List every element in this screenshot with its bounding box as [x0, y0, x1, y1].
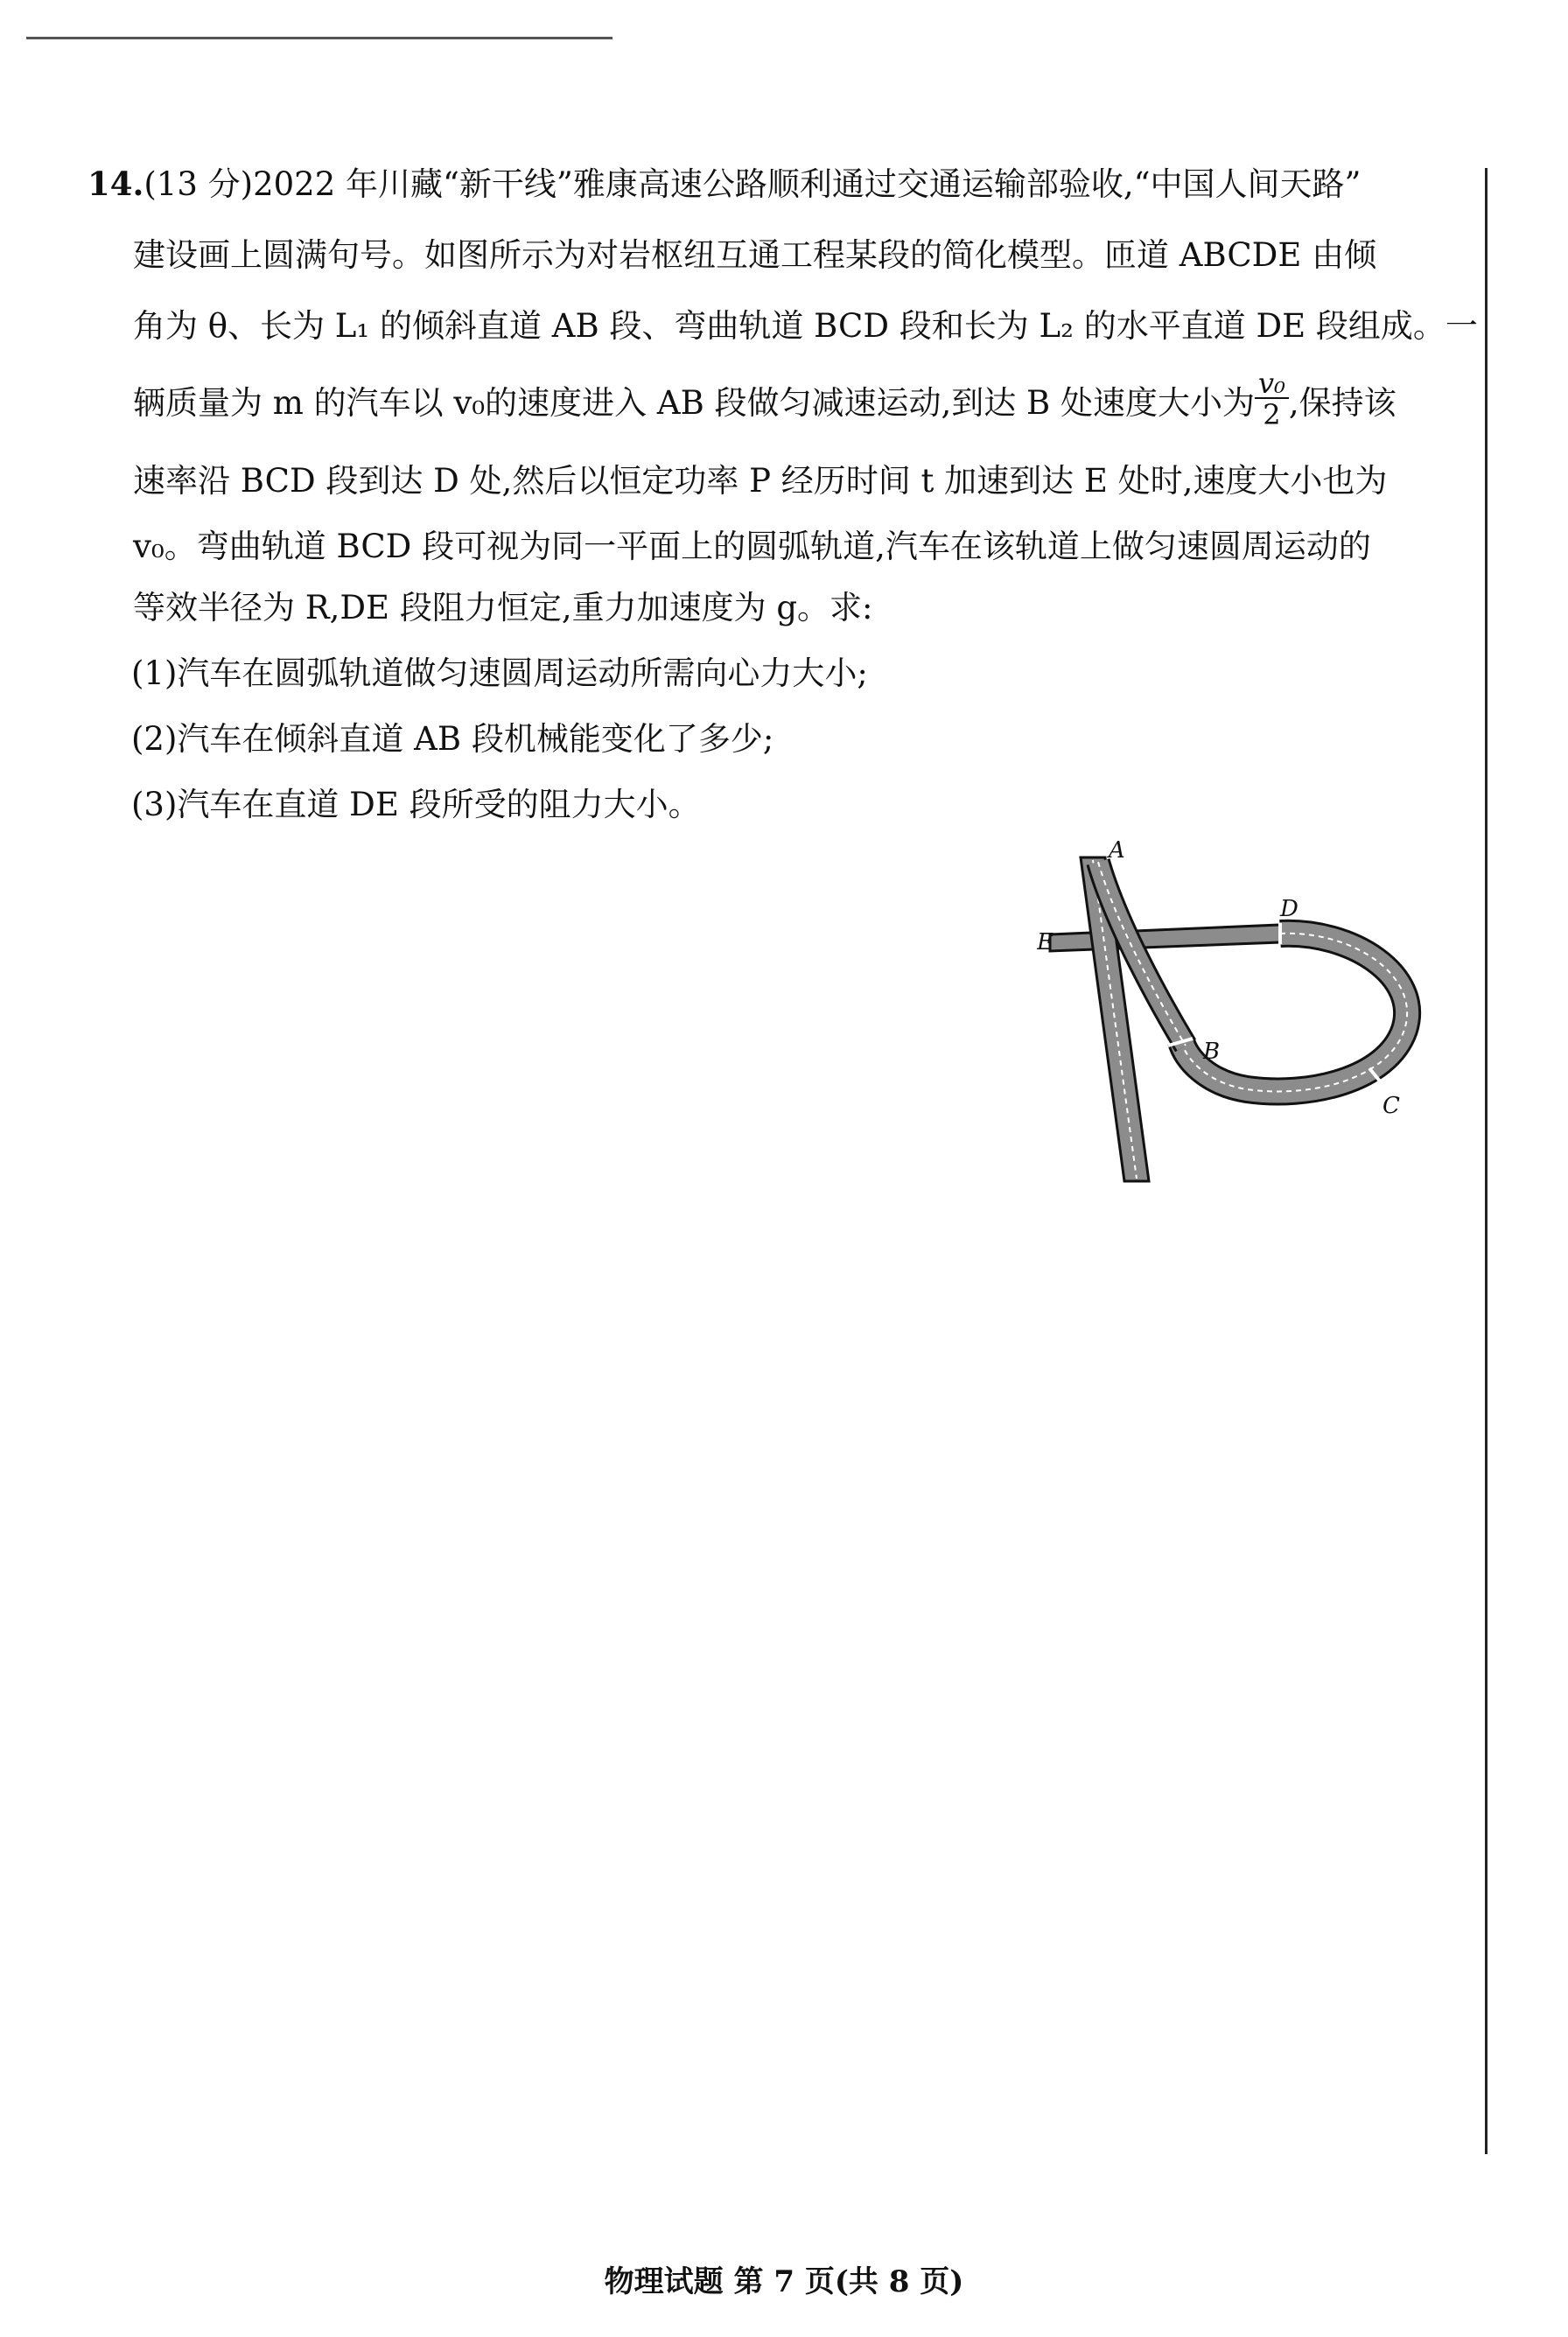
problem-text-4b: ,保持该 [1288, 384, 1396, 422]
problem-line-3: 角为 θ、长为 L₁ 的倾斜直道 AB 段、弯曲轨道 BCD 段和长为 L₂ 的水平直道 DE 段组成。一 [133, 307, 1478, 345]
ramp-figure [1037, 836, 1422, 1186]
question-3: (3)汽车在直道 DE 段所受的阻力大小。 [131, 786, 701, 823]
fraction-denominator: 2 [1263, 397, 1281, 431]
fraction-v0-over-2 [1255, 366, 1289, 431]
problem-line-2: 建设画上圆满句号。如图所示为对岩枢纽互通工程某段的简化模型。匝道 ABCDE 由倾 [133, 236, 1377, 274]
fraction-numerator: v₀ [1255, 369, 1289, 399]
problem-text-1: (13 分)2022 年川藏“新干线”雅康高速公路顺利通过交通运输部验收,“中国人间天路” [144, 165, 1362, 203]
ramp-diagram [1037, 836, 1422, 1186]
question-1: (1)汽车在圆弧轨道做匀速圆周运动所需向心力大小; [131, 654, 868, 692]
question-2: (2)汽车在倾斜直道 AB 段机械能变化了多少; [131, 720, 774, 758]
label-e: E [1037, 929, 1054, 955]
problem-line-6: v₀。弯曲轨道 BCD 段可视为同一平面上的圆弧轨道,汽车在该轨道上做匀速圆周运动的 [133, 528, 1371, 565]
problem-line-5: 速率沿 BCD 段到达 D 处,然后以恒定功率 P 经历时间 t 加速到达 E 处时,速度大小也为 [133, 462, 1388, 500]
problem-line-7: 等效半径为 R,DE 段阻力恒定,重力加速度为 g。求: [133, 589, 873, 626]
label-c: C [1382, 1093, 1400, 1119]
road-de [1050, 925, 1280, 951]
label-a: A [1109, 837, 1125, 864]
margin-rule [1485, 168, 1488, 2154]
problem-line-1 [88, 149, 1452, 220]
page-footer: 物理试题 第 7 页(共 8 页) [604, 2264, 964, 2299]
problem-14 [88, 149, 1478, 639]
top-rule [26, 37, 612, 39]
problem-text-4a: 辆质量为 m 的汽车以 v₀的速度进入 AB 段做匀减速运动,到达 B 处速度大小为 [133, 384, 1256, 422]
label-b: B [1203, 1039, 1221, 1065]
problem-number: 14. [88, 164, 144, 203]
label-d: D [1280, 896, 1298, 922]
problem-line-4 [88, 361, 1452, 445]
